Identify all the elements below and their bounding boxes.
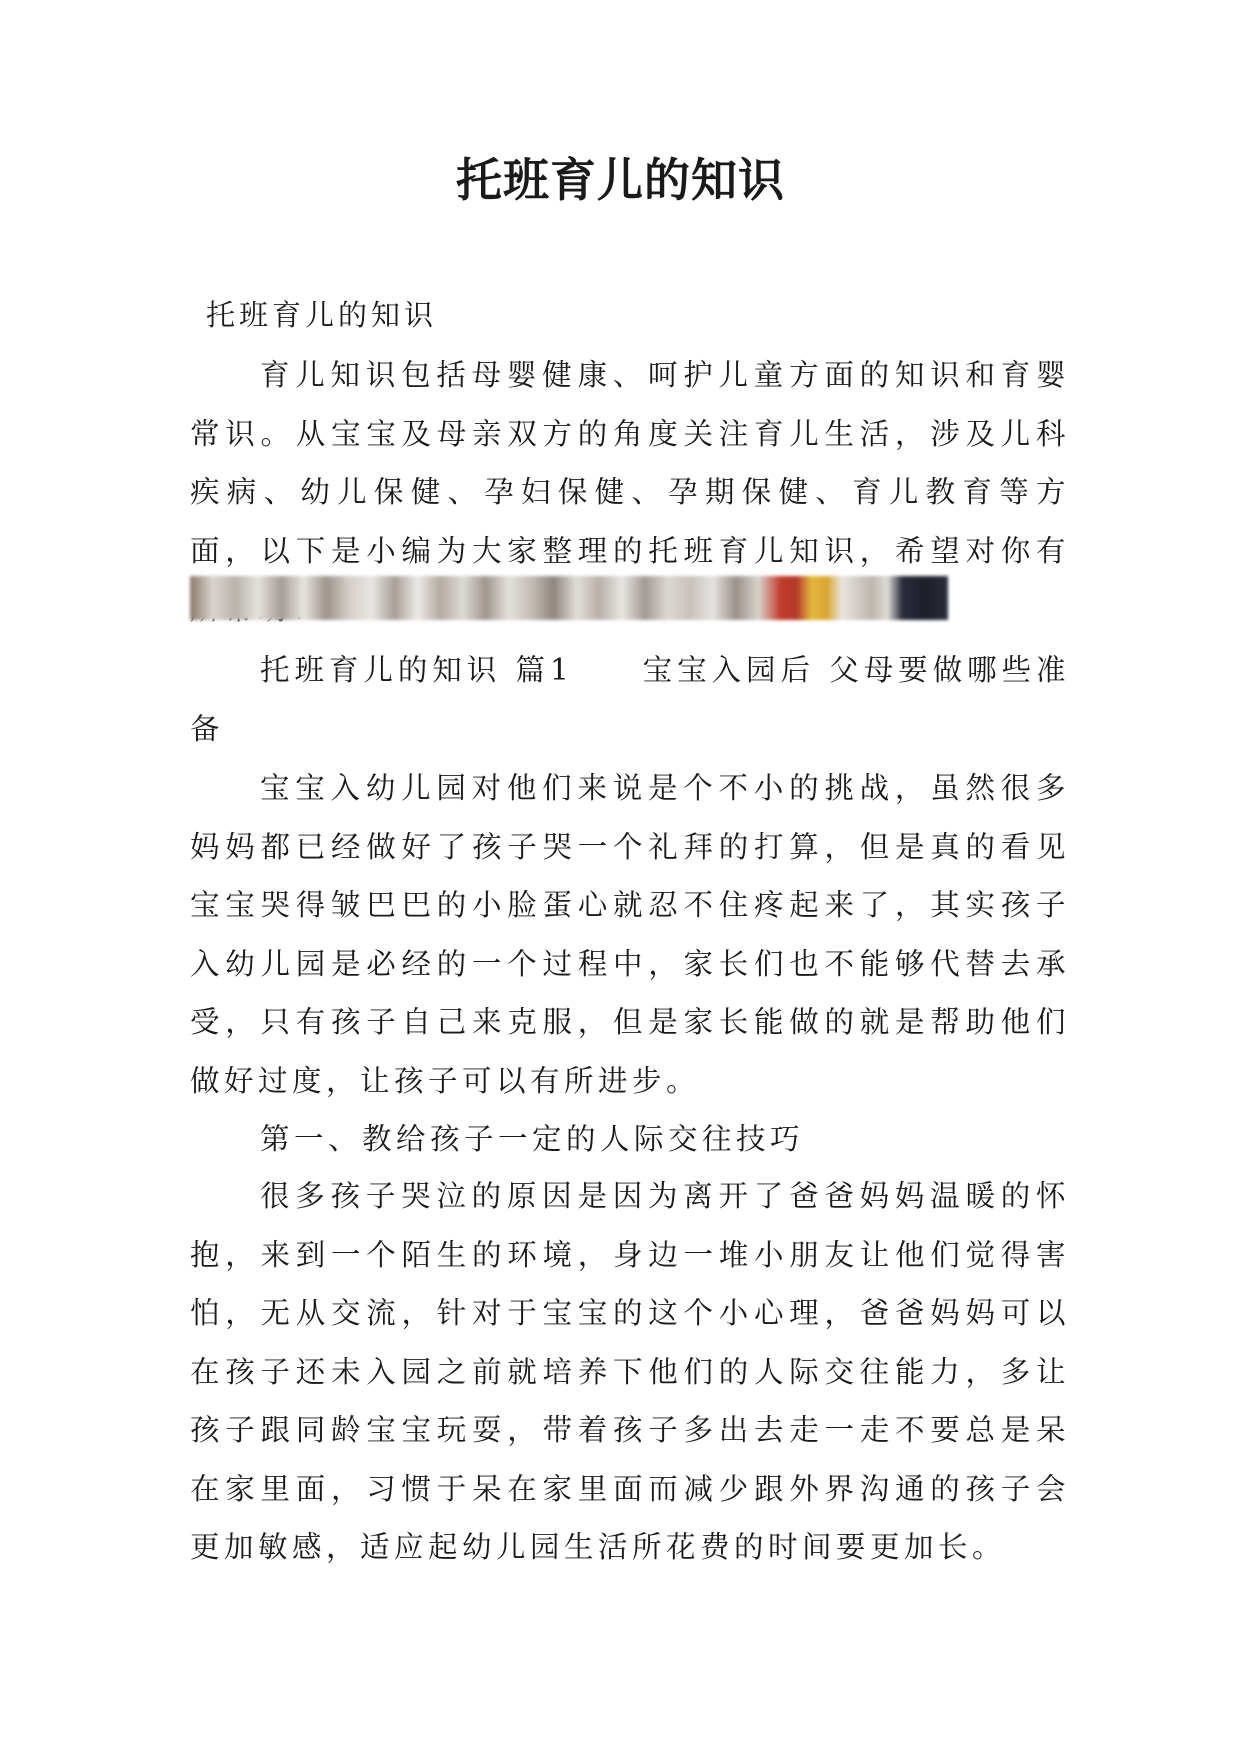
body-paragraph-1: 宝宝入幼儿园对他们来说是个不小的挑战，虽然很多妈妈都已经做好了孩子哭一个礼拜的打算，但是真的看见宝宝哭得皱巴巴的小脸蛋心就忍不住疼起来了，其实孩子入幼儿园是必经的一个过程中，家长们也不能够代替去承受，只有孩子自己来克服，但是家长能做的就是帮助他们做好过度，让孩子可以有所进步。 [190,771,1070,1098]
blurred-image-banner [190,576,948,620]
intro-paragraph: 育儿知识包括母婴健康、呵护儿童方面的知识和育婴常识。从宝宝及母亲双方的角度关注育儿生活，涉及儿科疾病、幼儿保健、孕妇保健、孕期保健、育儿教育等方面，以下是小编为大家整理的托班育儿知识，希望对你有 [190,358,1070,568]
sub-heading-1: 第一、教给孩子一定的人际交往技巧 [260,1122,805,1156]
document-title: 托班育儿的知识 [456,153,785,207]
document-subtitle: 托班育儿的知识 [206,298,438,332]
body-paragraph-2: 很多孩子哭泣的原因是因为离开了爸爸妈妈温暖的怀抱，来到一个陌生的环境，身边一堆小朋友让他们觉得害怕，无从交流，针对于宝宝的这个小心理，爸爸妈妈可以在孩子还未入园之前就培养下他们的人际交往能力，多让孩子跟同龄宝宝玩耍，带着孩子多出去走一走不要总是呆在家里面，习惯于呆在家里面而减少跟外界沟通的孩子会更加敏感，适应起幼儿园生活所花费的时间要更加长。 [190,1179,1070,1564]
section-heading: 托班育儿的知识 篇1 宝宝入园后 父母要做哪些准备 [190,653,1070,746]
